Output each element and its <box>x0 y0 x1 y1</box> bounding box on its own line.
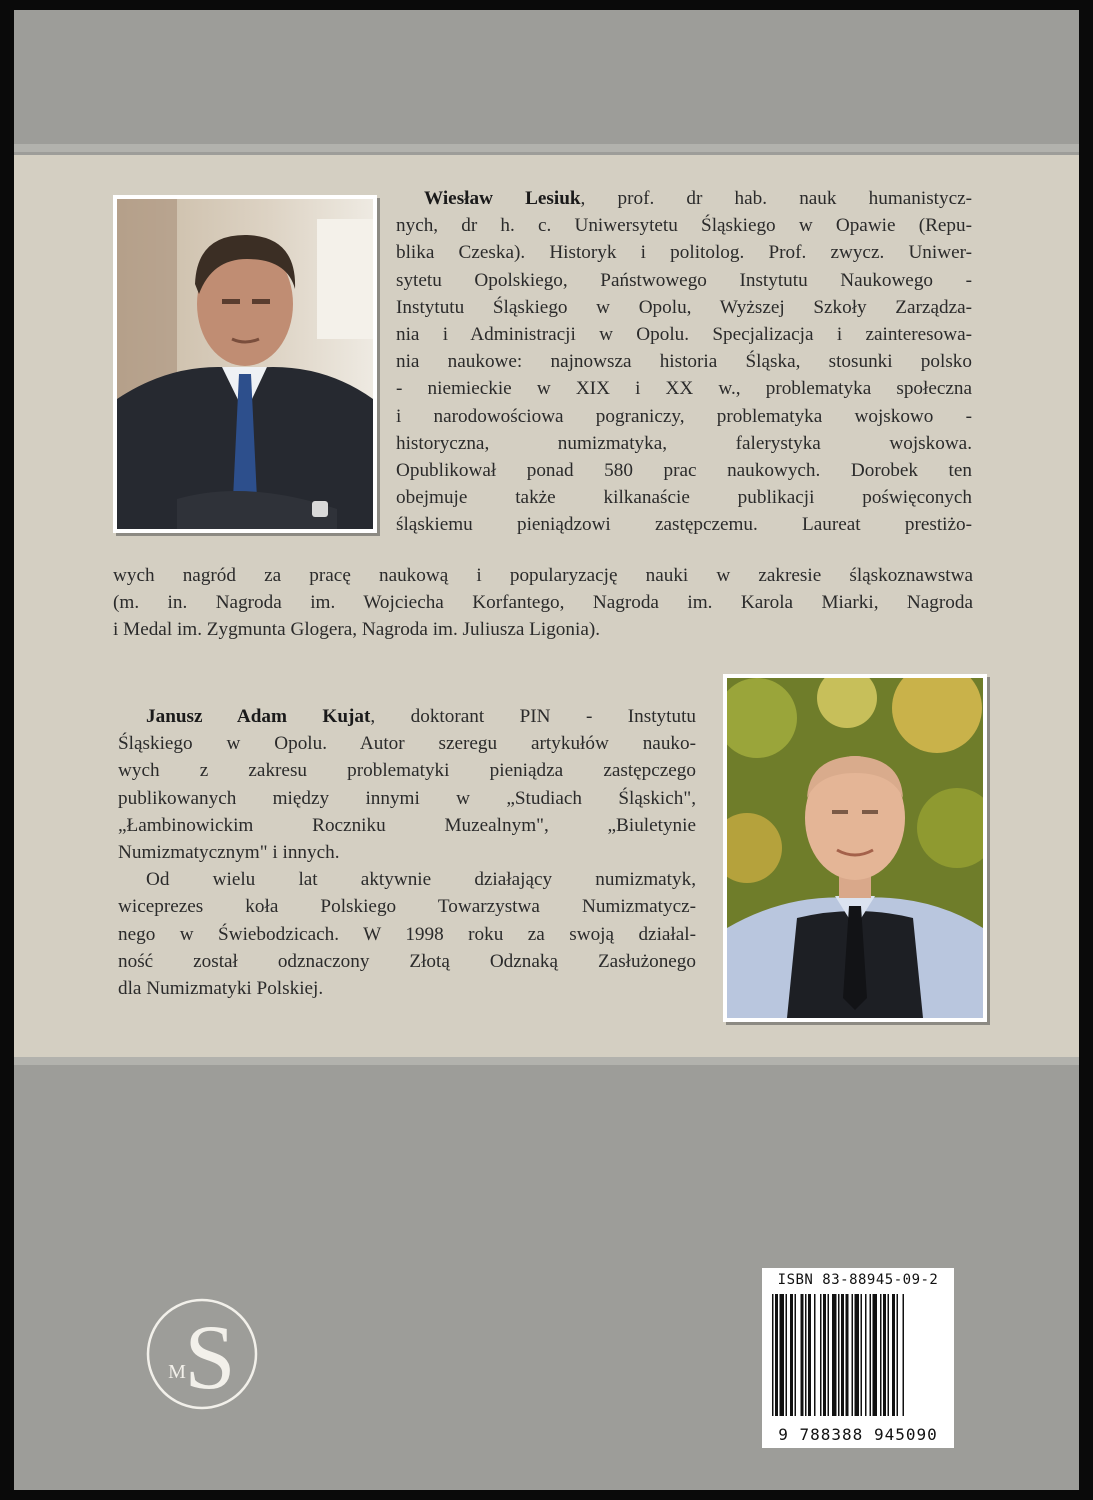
bio-line: ność został odznaczony Złotą Odznaką Zasłużonego <box>118 950 696 972</box>
bio-line: - niemieckie w XIX i XX w., problematyka społeczna <box>396 378 972 400</box>
author2-name: Janusz Adam Kujat <box>146 706 371 727</box>
isbn-number: ISBN 83-88945-09-2 <box>777 1272 939 1288</box>
bio-line: „Łambinowickim Roczniku Muzealnym", „Biuletynie <box>118 814 696 836</box>
bio-line: Numizmatycznym" i innych. <box>118 842 340 864</box>
bio-line: nego w Świebodzicach. W 1998 roku za swoją działal- <box>118 923 696 945</box>
author1-bio-wide <box>113 562 973 644</box>
bio-line: nych, dr h. c. Uniwersytetu Śląskiego w Opawie (Repu- <box>396 215 972 237</box>
author2-bio <box>118 703 696 1002</box>
author2-bio-line-first: Janusz Adam Kujat, doktorant PIN - Instytutu <box>146 706 697 727</box>
bio-line: nia i Administracji w Opolu. Specjalizacja i zainteresowa- <box>396 324 972 346</box>
bio-line: wych nagród za pracę naukową i popularyzację nauki w zakresie śląskoznawstwa <box>113 565 973 586</box>
author2-photo <box>723 674 987 1022</box>
bio-line: historyczna, numizmatyka, falerystyka wojskowa. <box>396 432 972 454</box>
author1-name: Wiesław Lesiuk <box>424 188 581 209</box>
bio-line: śląskiemu pieniądzowi zastępczemu. Laureat prestiżo- <box>396 514 972 536</box>
author1-bio <box>396 185 972 539</box>
bio-line: Opublikował ponad 580 prac naukowych. Dorobek ten <box>396 460 972 482</box>
top-accent-band <box>14 144 1079 152</box>
bio-line: dla Numizmatyki Polskiej. <box>118 978 324 1000</box>
bio-line: (m. in. Nagroda im. Wojciecha Korfantego, Nagroda im. Karola Miarki, Nagroda <box>113 592 973 614</box>
author1-photo <box>113 195 377 533</box>
bottom-accent-band <box>14 1057 1079 1065</box>
bio-line: blika Czeska). Historyk i politolog. Prof. zwycz. Uniwer- <box>396 242 972 264</box>
bio-line: i Medal im. Zygmunta Glogera, Nagroda im. Juliusza Ligonia). <box>113 619 601 641</box>
isbn-barcode <box>762 1268 954 1448</box>
author1-portrait-image <box>117 199 373 529</box>
bio-line: i narodowościowa pograniczy, problematyka wojskowo - <box>396 405 972 427</box>
logo-letter-m: M <box>168 1361 186 1383</box>
publisher-logo <box>144 1296 260 1412</box>
bio-line: Śląskiego w Opolu. Autor szeregu artykułów nauko- <box>118 733 696 755</box>
bio-line: obejmuje także kilkanaście publikacji poświęconych <box>396 487 972 509</box>
author1-bio-line-first: Wiesław Lesiuk, prof. dr hab. nauk humanistycz- <box>424 188 973 209</box>
author2-portrait-image <box>727 678 983 1018</box>
bio-line: Instytutu Śląskiego w Opolu, Wyższej Szkoły Zarządza- <box>396 296 972 318</box>
bio-line: wiceprezes koła Polskiego Towarzystwa Numizmatycz- <box>118 896 696 918</box>
bio-line: wych z zakresu problematyki pieniądza zastępczego <box>118 760 696 782</box>
bio-line: Od wielu lat aktywnie działający numizmatyk, <box>146 869 696 891</box>
barcode-bars <box>772 1294 944 1416</box>
logo-letter-s: S <box>184 1306 236 1408</box>
ean-number: 9 788388 945090 <box>778 1425 938 1444</box>
bio-line: publikowanych między innymi w „Studiach Śląskich", <box>118 787 696 809</box>
bio-line: nia naukowe: najnowsza historia Śląska, stosunki polsko <box>396 351 972 373</box>
bio-line: sytetu Opolskiego, Państwowego Instytutu Naukowego - <box>396 269 972 291</box>
